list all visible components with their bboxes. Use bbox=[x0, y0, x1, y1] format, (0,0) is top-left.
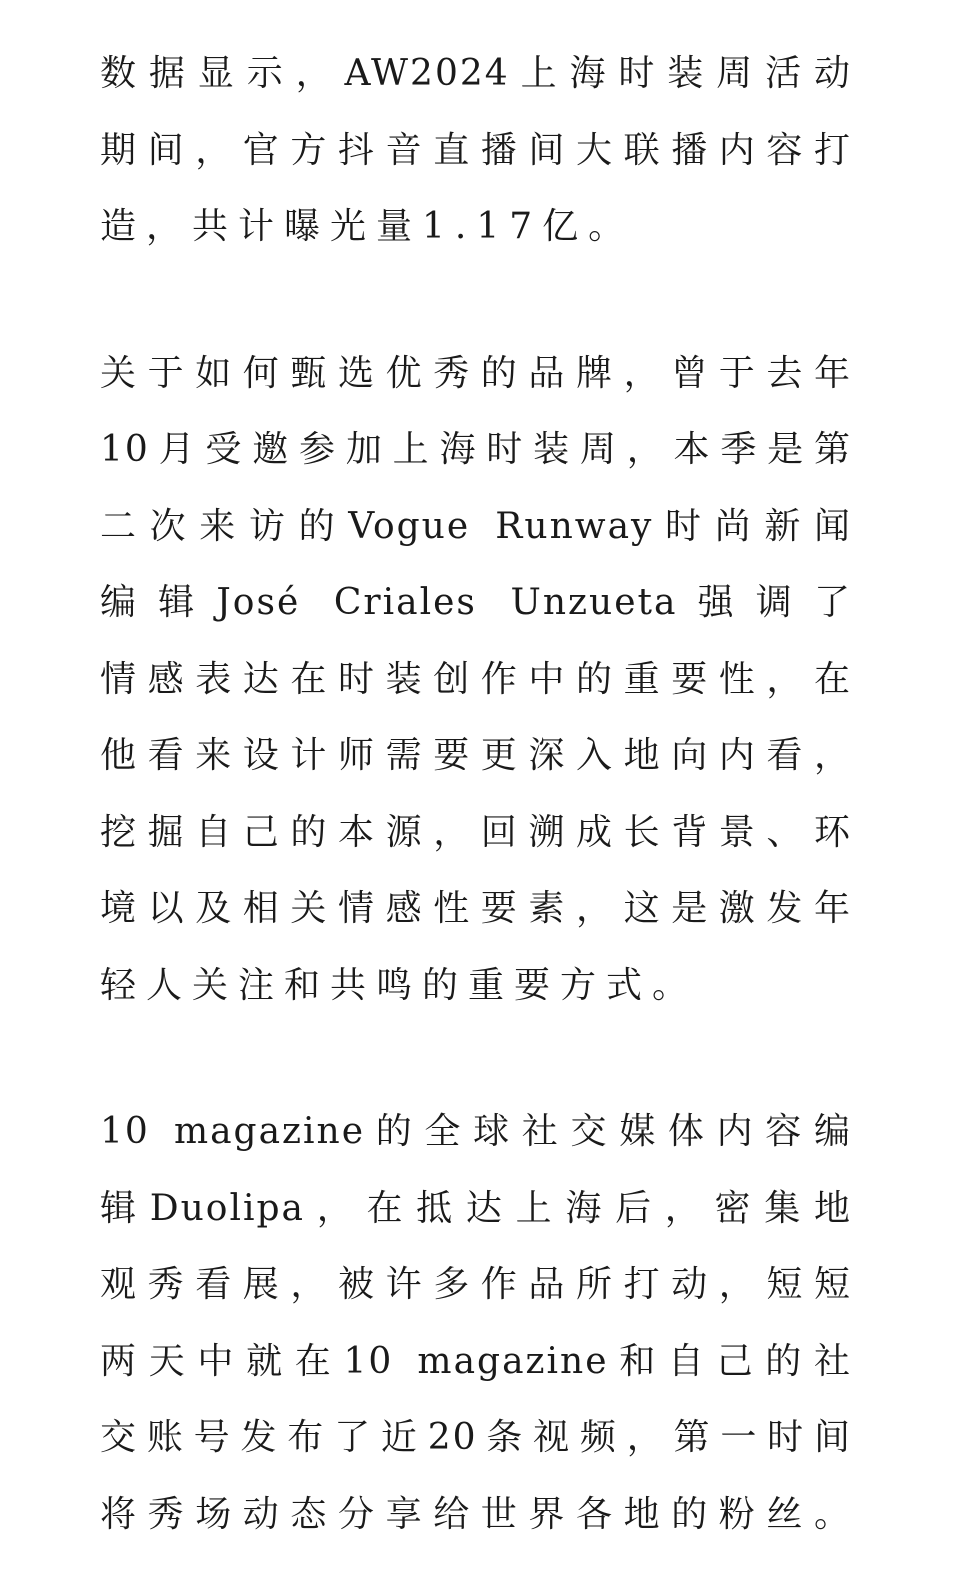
article-body bbox=[100, 36, 852, 1553]
text-line: 造，共计曝光量1.17亿。 bbox=[100, 206, 635, 247]
paragraph-spacer bbox=[100, 1024, 852, 1094]
text-line: 数据显示，AW2024上海时装周活动 bbox=[100, 53, 852, 94]
text-line: 期间，官方抖音直播间大联播内容打 bbox=[100, 129, 852, 171]
text-line: 10月受邀参加上海时装周，本季是第 bbox=[100, 429, 852, 470]
paragraph-spacer bbox=[100, 266, 852, 336]
paragraph-exposure-stats bbox=[100, 36, 852, 266]
paragraph-vogue-editor bbox=[100, 336, 852, 1025]
text-line: 辑Duolipa，在抵达上海后，密集地 bbox=[100, 1187, 852, 1229]
text-line: 10 magazine的全球社交媒体内容编 bbox=[100, 1111, 852, 1152]
text-line: 交账号发布了近20条视频，第一时间 bbox=[100, 1417, 852, 1458]
text-line: 他看来设计师需要更深入地向内看， bbox=[100, 735, 852, 776]
text-line: 二次来访的Vogue Runway时尚新闻 bbox=[100, 505, 852, 547]
text-line: 编辑José Criales Unzueta强调了 bbox=[100, 582, 852, 623]
text-line: 关于如何甄选优秀的品牌，曾于去年 bbox=[100, 352, 852, 394]
paragraph-10-magazine bbox=[100, 1094, 852, 1553]
text-line: 挖掘自己的本源，回溯成长背景、环 bbox=[100, 811, 852, 853]
text-line: 两天中就在10 magazine和自己的社 bbox=[100, 1340, 852, 1382]
text-line: 观秀看展，被许多作品所打动，短短 bbox=[100, 1264, 852, 1305]
text-line: 轻人关注和共鸣的重要方式。 bbox=[100, 964, 699, 1006]
text-line: 境以及相关情感性要素，这是激发年 bbox=[100, 888, 852, 929]
text-line: 情感表达在时装创作中的重要性，在 bbox=[100, 658, 852, 700]
text-line: 将秀场动态分享给世界各地的粉丝。 bbox=[100, 1493, 852, 1535]
